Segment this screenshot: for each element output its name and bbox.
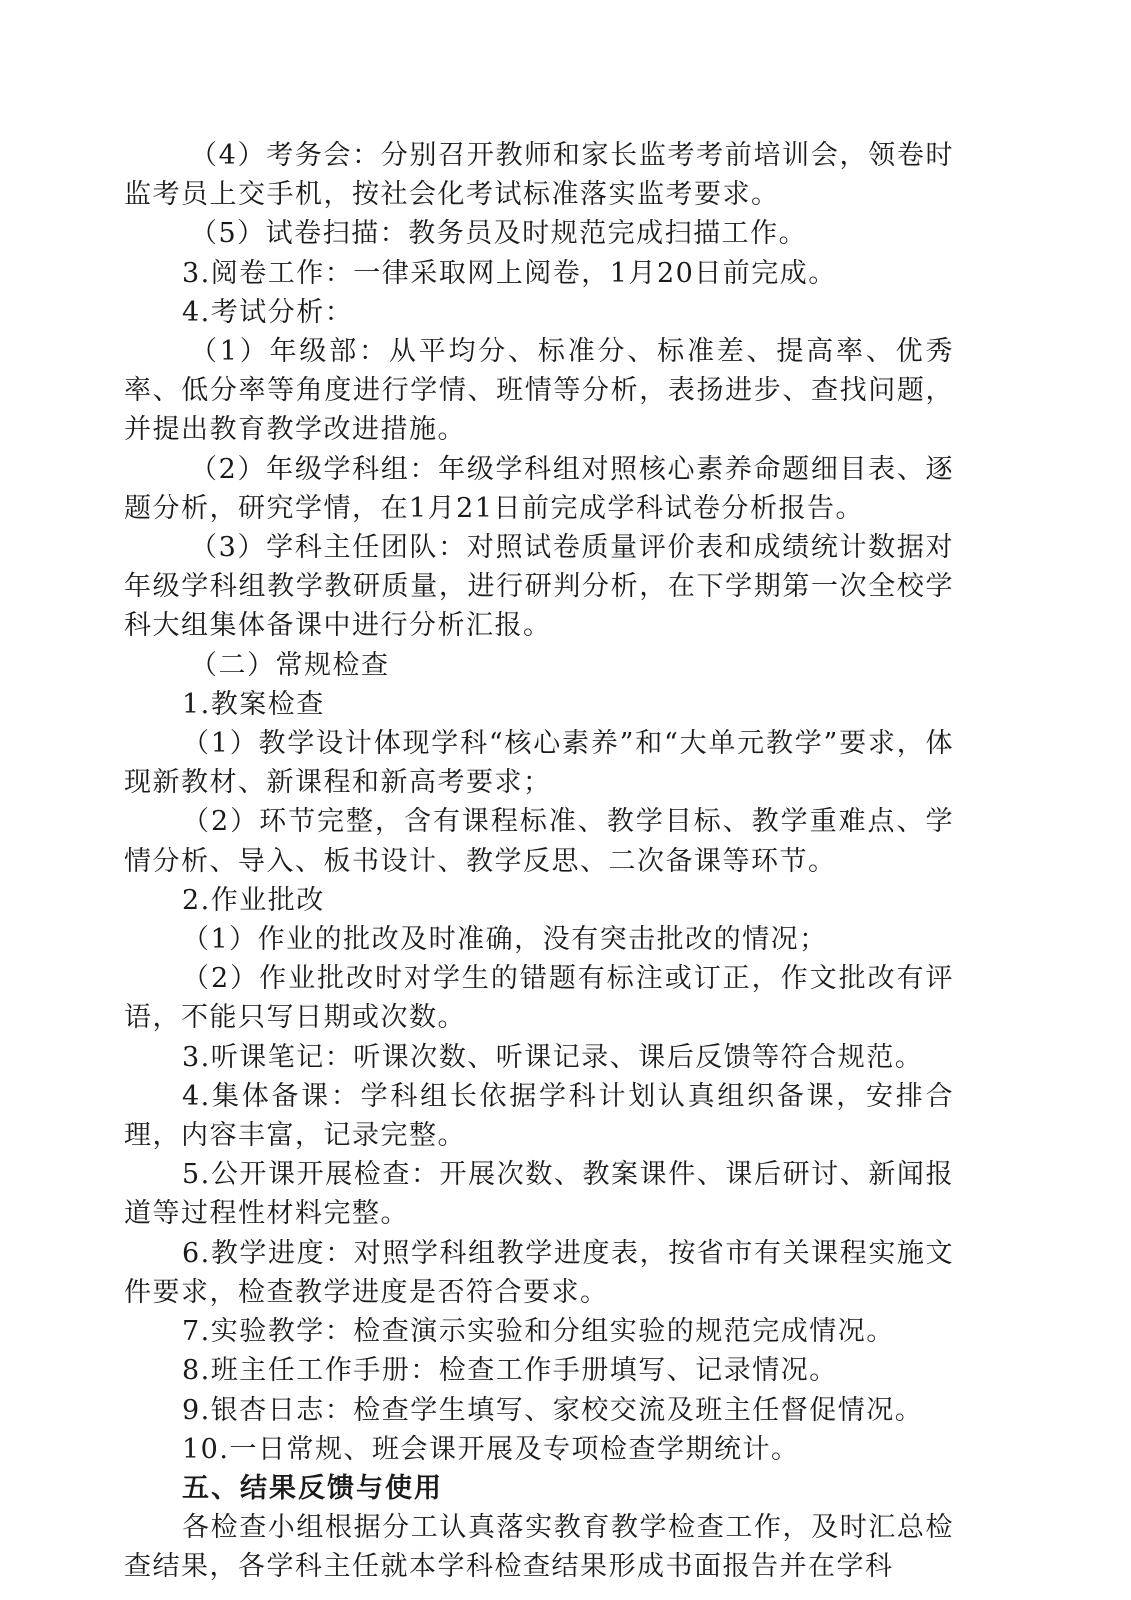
paragraph-homework-correction: 2.作业批改	[182, 884, 325, 916]
paragraph-homework-timely: （1）作业的批改及时准确，没有突击批改的情况；	[182, 924, 828, 956]
paragraph-results-summary: 各检查小组根据分工认真落实教育教学检查工作，及时汇总检查结果，各学科主任就本学科检查结果形成书面报告并在学科	[124, 1512, 954, 1583]
section-heading-results-feedback: 五、结果反馈与使用	[182, 1472, 443, 1504]
paragraph-lesson-notes: 3.听课笔记：听课次数、听课记录、课后反馈等符合规范。	[182, 1041, 924, 1073]
paragraph-grade-subject-group: （2）年级学科组：年级学科组对照核心素养命题细目表、逐题分析，研究学情，在1月21日前完成学科试卷分析报告。	[124, 453, 954, 524]
paragraph-teaching-progress: 6.教学进度：对照学科组教学进度表，按省市有关课程实施文件要求，检查教学进度是否符合要求。	[124, 1237, 954, 1308]
paragraph-grade-department: （1）年级部：从平均分、标准分、标准差、提高率、优秀率、低分率等角度进行学情、班情等分析，表扬进步、查找问题，并提出教育教学改进措施。	[124, 336, 954, 446]
paragraph-daily-routine: 10.一日常规、班会课开展及专项检查学期统计。	[182, 1433, 800, 1465]
paragraph-exam-affairs-meeting: （4）考务会：分别召开教师和家长监考考前培训会，领卷时监考员上交手机，按社会化考试标准落实监考要求。	[124, 140, 954, 211]
paragraph-routine-inspection: （二）常规检查	[190, 649, 390, 681]
paragraph-teaching-design: （1）教学设计体现学科“核心素养”和“大单元教学”要求，体现新教材、新课程和新高考要求；	[124, 728, 954, 799]
paragraph-homework-annotation: （2）作业批改时对学生的错题有标注或订正，作文批改有评语，不能只写日期或次数。	[124, 963, 954, 1034]
paragraph-experiment-teaching: 7.实验教学：检查演示实验和分组实验的规范完成情况。	[182, 1316, 895, 1348]
paragraph-lesson-plan-check: 1.教案检查	[182, 688, 325, 720]
document-body	[124, 136, 954, 1587]
paragraph-complete-sections: （2）环节完整，含有课程标准、教学目标、教学重难点、学情分析、导入、板书设计、教学反思、二次备课等环节。	[124, 806, 954, 877]
paragraph-marking-work: 3.阅卷工作：一律采取网上阅卷，1月20日前完成。	[182, 257, 837, 289]
paragraph-open-class-check: 5.公开课开展检查：开展次数、教案课件、课后研讨、新闻报道等过程性材料完整。	[124, 1159, 954, 1230]
paragraph-ginkgo-diary: 9.银杏日志：检查学生填写、家校交流及班主任督促情况。	[182, 1394, 924, 1426]
paragraph-class-teacher-manual: 8.班主任工作手册：检查工作手册填写、记录情况。	[182, 1355, 838, 1387]
paragraph-paper-scanning: （5）试卷扫描：教务员及时规范完成扫描工作。	[190, 218, 808, 250]
paragraph-subject-director-team: （3）学科主任团队：对照试卷质量评价表和成绩统计数据对年级学科组教学教研质量，进行研判分析，在下学期第一次全校学科大组集体备课中进行分析汇报。	[124, 532, 954, 642]
paragraph-exam-analysis: 4.考试分析：	[182, 296, 354, 328]
paragraph-collective-preparation: 4.集体备课：学科组长依据学科计划认真组织备课，安排合理，内容丰富，记录完整。	[124, 1080, 954, 1152]
